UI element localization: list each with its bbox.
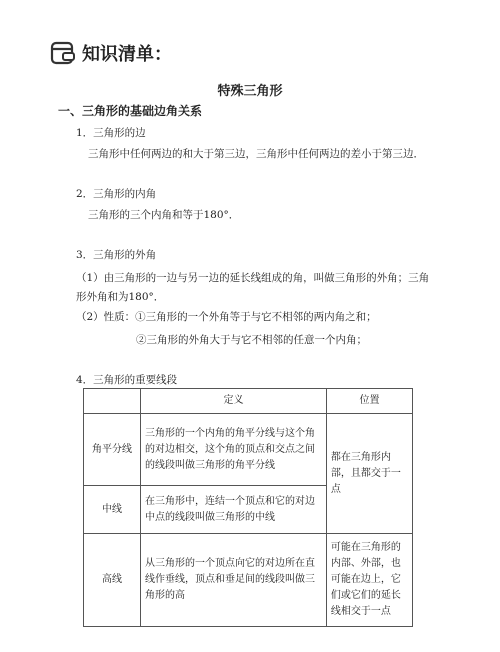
item-2-label: 2．三角形的内角	[76, 188, 157, 200]
row-definition: 在三角形中，连结一个顶点和它的对边中点的线段叫做三角形的中线	[141, 486, 327, 534]
item-1-text: 三角形中任何两边的和大于第三边，三角形中任何两边的差小于第三边．	[88, 148, 424, 160]
table-header-cell	[84, 389, 141, 414]
item-3-text-1: （1）由三角形的一边与另一边的延长线组成的角，叫做三角形的外角；三角形外角和为180°．	[76, 272, 430, 303]
row-position: 都在三角形内部，且都交于一点	[326, 414, 412, 534]
notebook-icon	[50, 40, 76, 66]
row-definition: 从三角形的一个顶点向它的对边所在直线作垂线，顶点和垂足间的线段叫做三角形的高	[141, 534, 327, 627]
header-title: 知识清单：	[82, 44, 172, 65]
row-definition: 三角形的一个内角的角平分线与这个角的对边相交，这个角的顶点和交点之间的线段叫做三角形的角平分线	[141, 414, 327, 486]
table-row	[84, 414, 413, 486]
item-4-label: 4．三角形的重要线段	[76, 374, 178, 386]
item-3-text-2: （2）性质：①三角形的一个外角等于与它不相邻的两内角之和；	[76, 311, 377, 323]
table-row	[84, 534, 413, 627]
table-header-cell: 定义	[141, 389, 327, 414]
item-1-label: 1．三角形的边	[76, 127, 146, 139]
segments-table	[83, 388, 413, 627]
item-3-text-3: ②三角形的外角大于与它不相邻的任意一个内角；	[136, 334, 367, 346]
row-name: 高线	[84, 534, 141, 627]
item-2-text: 三角形的三个内角和等于180°．	[88, 209, 240, 221]
item-3-label: 3．三角形的外角	[76, 249, 157, 261]
section-heading: 一、三角形的基础边角关系	[58, 104, 203, 118]
row-position: 可能在三角形的内部、外部，也可能在边上，它们或它们的延长线相交于一点	[326, 534, 412, 627]
table-header-cell: 位置	[326, 389, 412, 414]
row-name: 角平分线	[84, 414, 141, 486]
row-name: 中线	[84, 486, 141, 534]
document-title: 特殊三角形	[217, 84, 283, 99]
section-header	[50, 40, 172, 66]
table-header-row	[84, 389, 413, 414]
